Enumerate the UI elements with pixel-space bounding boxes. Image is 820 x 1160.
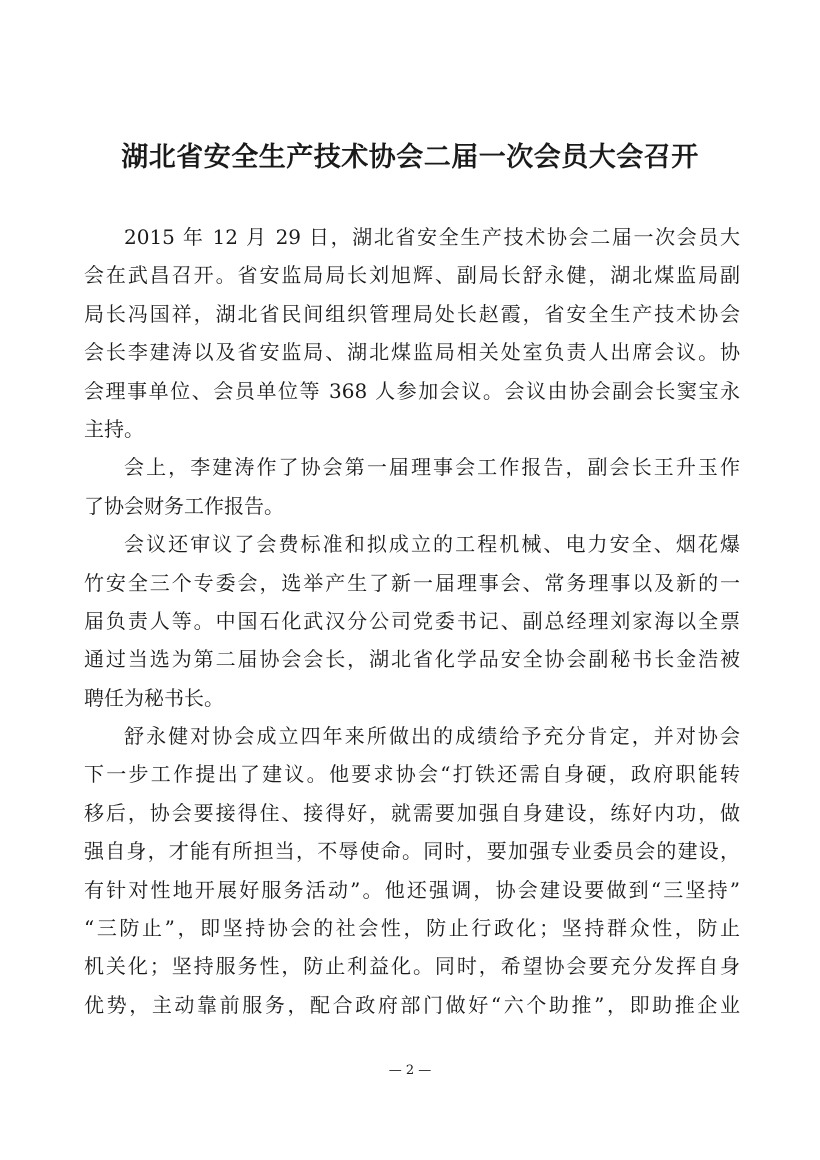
text-line: 通过当选为第二届协会会长，湖北省化学品安全协会副秘书长金浩被 xyxy=(84,647,740,672)
text-line: 会在武昌召开。省安监局局长刘旭辉、副局长舒永健，湖北煤监局副 xyxy=(84,263,740,288)
text-line: 移后，协会要接得住、接得好，就需要加强自身建设，练好内功，做 xyxy=(84,800,740,825)
text-line: 届负责人等。中国石化武汉分公司党委书记、副总经理刘家海以全票 xyxy=(84,608,740,633)
text-line: 竹安全三个专委会，选举产生了新一届理事会、常务理事以及新的一 xyxy=(84,570,740,595)
paragraph-1 xyxy=(84,218,740,448)
text-line: 机关化；坚持服务性，防止利益化。同时，希望协会要充分发挥自身 xyxy=(84,954,740,979)
paragraph-3 xyxy=(84,525,740,717)
document-body xyxy=(84,218,740,1024)
page-number: — 2 — xyxy=(388,1063,432,1078)
text-line: 主持。 xyxy=(84,416,144,441)
document-title: 湖北省安全生产技术协会二届一次会员大会召开 xyxy=(121,142,699,173)
text-line: 2015 年 12 月 29 日，湖北省安全生产技术协会二届一次会员大 xyxy=(124,225,740,249)
text-line: “三防止”，即坚持协会的社会性，防止行政化；坚持群众性，防止 xyxy=(84,916,740,941)
paragraph-2 xyxy=(84,448,740,525)
text-line: 下一步工作提出了建议。他要求协会“打铁还需自身硬，政府职能转 xyxy=(84,762,740,787)
text-line: 聘任为秘书长。 xyxy=(84,685,224,710)
text-line: 会上，李建涛作了协会第一届理事会工作报告，副会长王升玉作 xyxy=(124,455,740,480)
text-line: 局长冯国祥，湖北省民间组织管理局处长赵霞，省安全生产技术协会 xyxy=(84,301,740,326)
paragraph-4 xyxy=(84,717,740,1024)
text-line: 会长李建涛以及省安监局、湖北煤监局相关处室负责人出席会议。协 xyxy=(84,340,740,365)
text-line: 了协会财务工作报告。 xyxy=(84,493,284,518)
text-line: 有针对性地开展好服务活动”。他还强调，协会建设要做到“三坚持” xyxy=(84,877,740,902)
text-line: 舒永健对协会成立四年来所做出的成绩给予充分肯定，并对协会 xyxy=(124,724,740,749)
text-line: 会议还审议了会费标准和拟成立的工程机械、电力安全、烟花爆 xyxy=(124,532,740,557)
text-line: 优势，主动靠前服务，配合政府部门做好“六个助推”，即助推企业 xyxy=(84,992,740,1017)
text-line: 强自身，才能有所担当，不辱使命。同时，要加强专业委员会的建设， xyxy=(84,839,740,864)
text-line: 会理事单位、会员单位等 368 人参加会议。会议由协会副会长窦宝永 xyxy=(84,378,740,403)
